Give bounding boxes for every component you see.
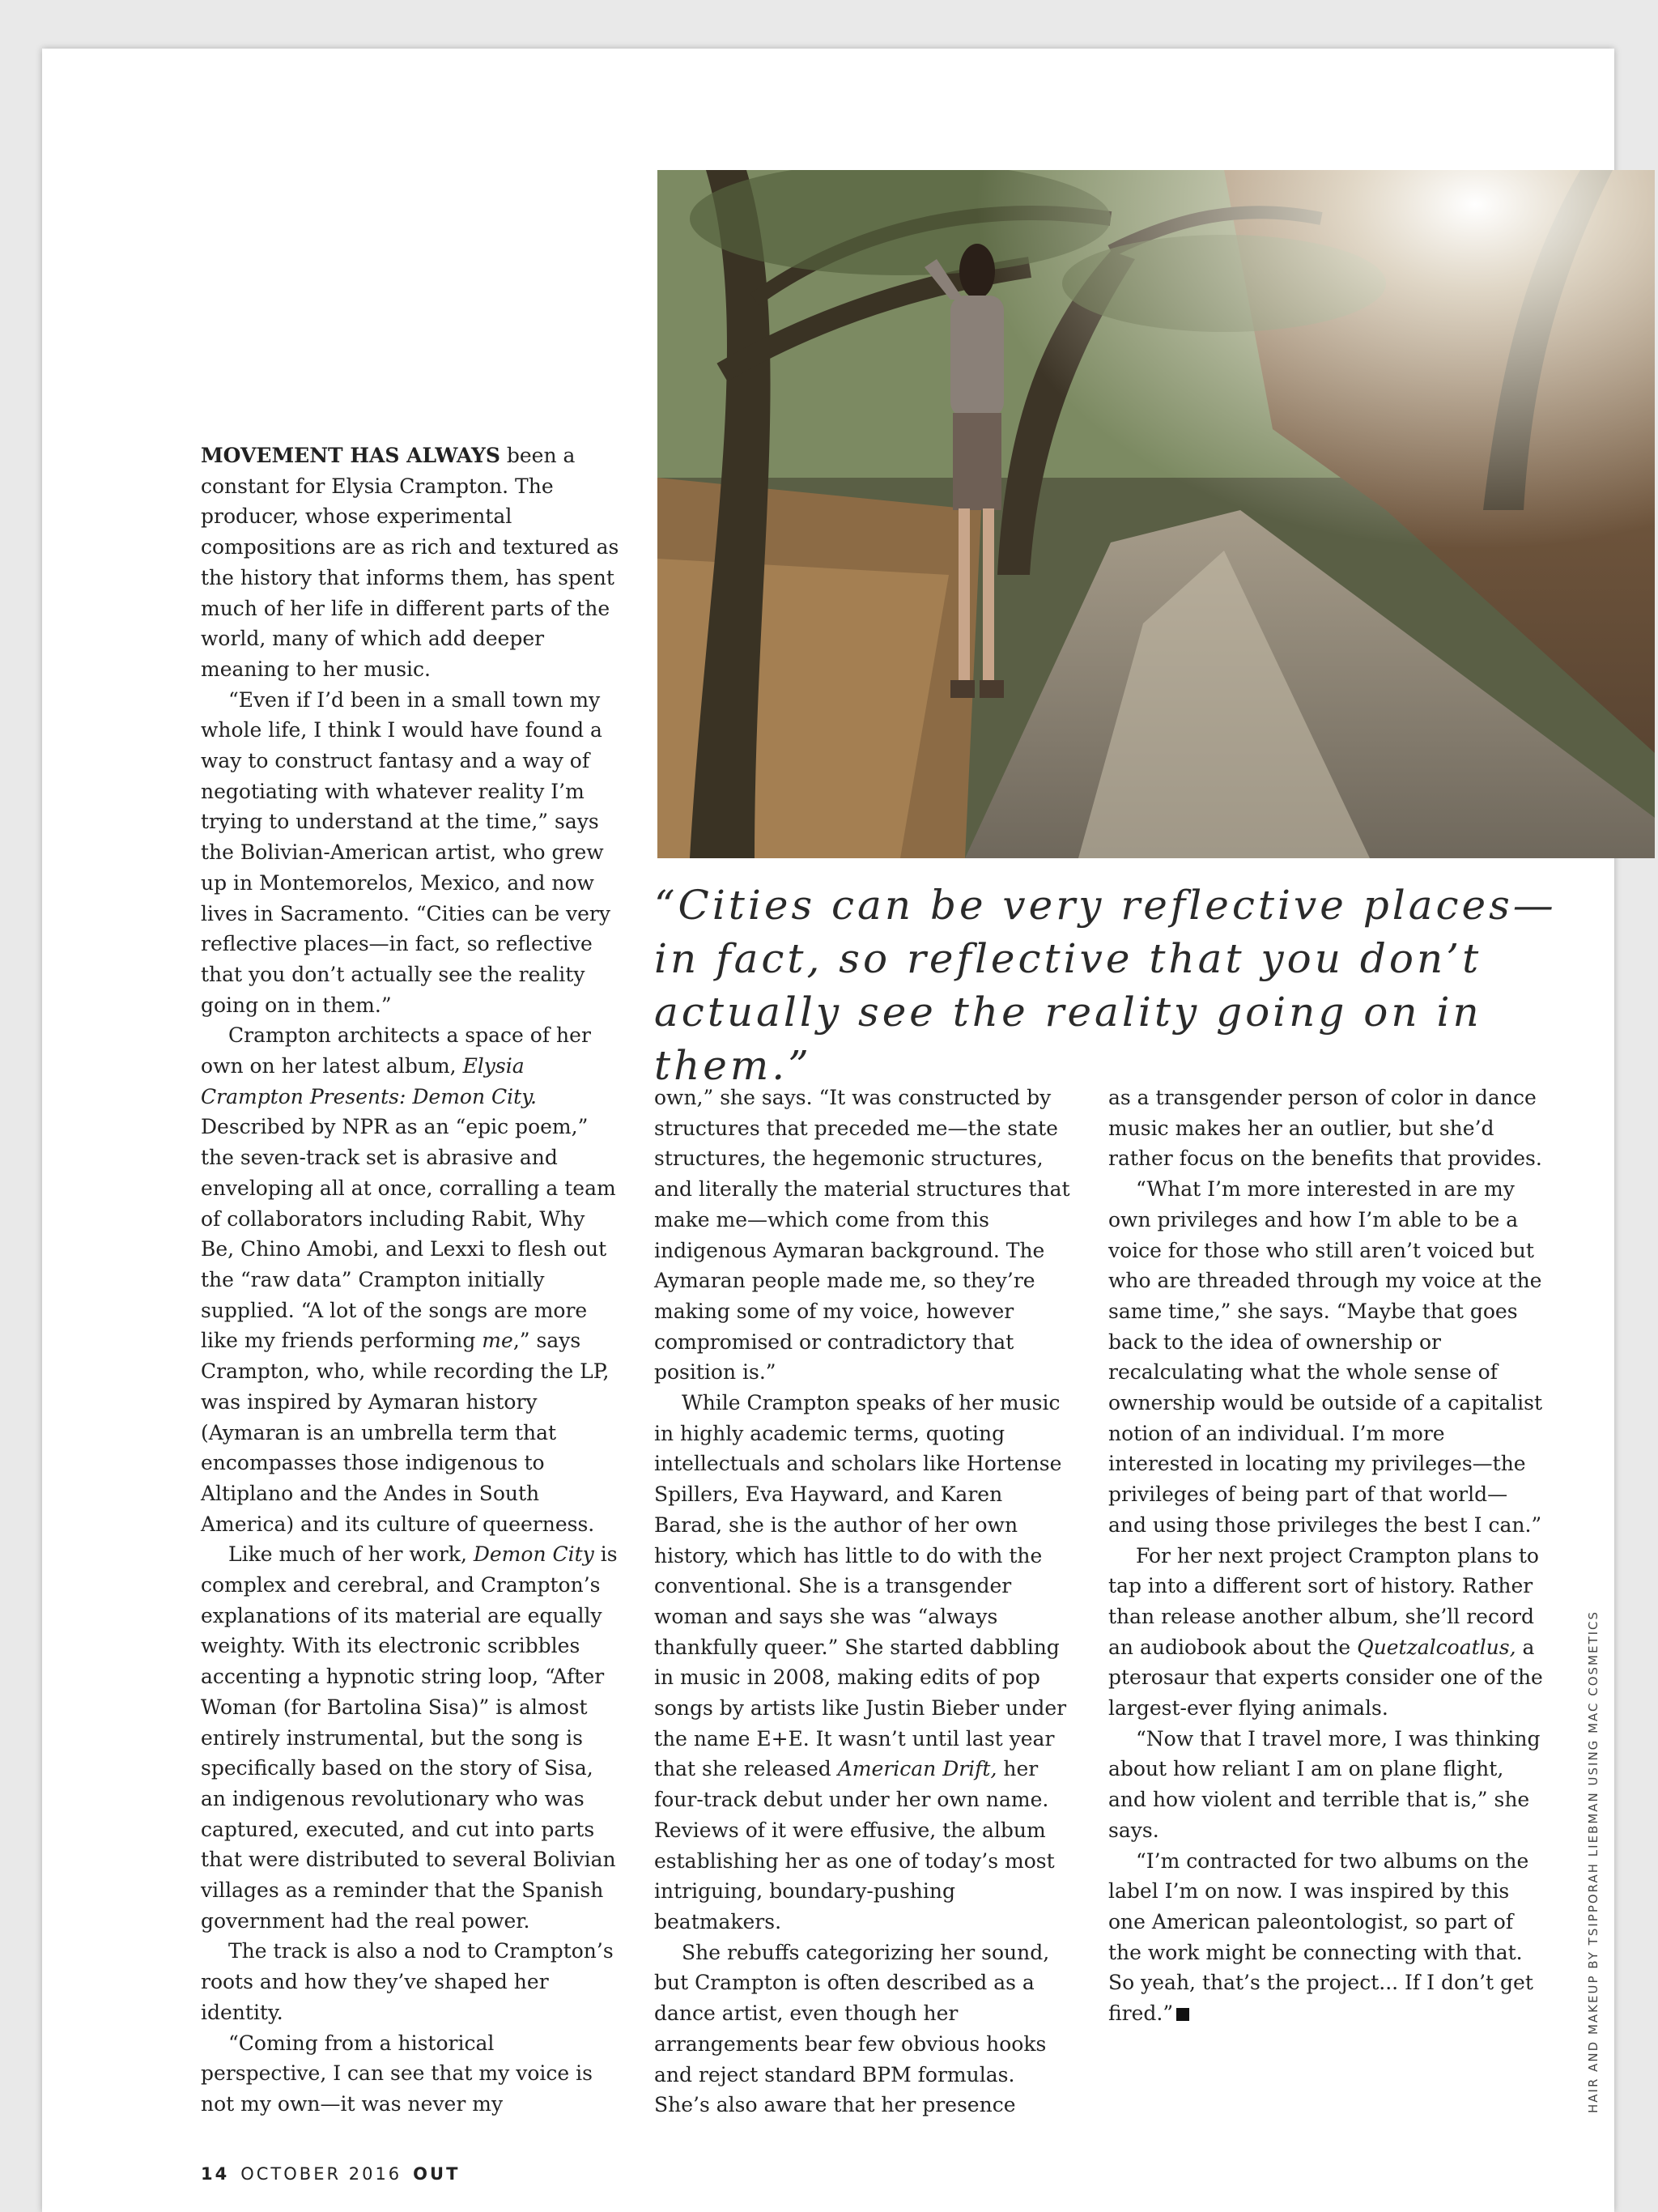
paragraph-text: is complex and cerebral, and Crampton’s explanations of its material are equally weighty. With its electronic scribbles accenting a hypnotic string loop, “After Woman (for Bartolina Sisa)” is almost entirely instrumental, but the song is specifically based on the story of Sisa, an indigenous revolutionary who was captured, executed, and cut into parts that were distributed to several Bolivian villages as a reminder that the Spanish government had the real power. xyxy=(201,1542,618,1933)
paragraph xyxy=(654,1388,1075,1938)
species-name: Quetzalcoatlus, xyxy=(1357,1635,1516,1659)
photo-credit: HAIR AND MAKEUP BY TSIPPORAH LIEBMAN USING MAC COSMETICS xyxy=(1586,1610,1601,2113)
paragraph: “Even if I’d been in a small town my whole life, I think I would have found a way to construct fantasy and a way of negotiating with whatever reality I’m trying to understand at the time,” says the Bolivian-American artist, who grew up in Montemorelos, Mexico, and now lives in Sacramento. “Cities can be very reflective places—in fact, so reflective that you don’t actually see the reality going on in them.” xyxy=(201,687,610,1017)
paragraph xyxy=(1108,1541,1545,1724)
album-title: Elysia Crampton Presents: Demon City. xyxy=(201,1054,537,1108)
lead-in: MOVEMENT HAS ALWAYS xyxy=(201,444,500,467)
paragraph: The track is also a nod to Crampton’s roots and how they’ve shaped her identity. xyxy=(201,1939,614,2024)
emphasis: me xyxy=(482,1329,513,1353)
end-mark-icon xyxy=(1176,2008,1189,2021)
paragraph-text: her four-track debut under her own name. Reviews of it were effusive, the album establishing her as one of today’s most intriguing, boundary-pushing beatmakers. xyxy=(654,1757,1055,1933)
paragraph xyxy=(201,1020,622,1539)
page-footer xyxy=(201,2164,460,2184)
magazine-page xyxy=(42,49,1614,2212)
album-title: American Drift, xyxy=(837,1757,997,1781)
paragraph-text: a pterosaur that experts consider one of the largest-ever flying animals. xyxy=(1108,1635,1543,1721)
paragraph: as a transgender person of color in dance music makes her an outlier, but she’d rather focus on the benefits that provides. xyxy=(1108,1086,1542,1171)
paragraph xyxy=(201,440,622,685)
paragraph-text: been a constant for Elysia Crampton. The producer, whose experimental compositions are as rich and textured as the history that informs them, has spent much of her life in different parts of the world, many of which add deeper meaning to her music. xyxy=(201,444,619,681)
paragraph: She rebuffs categorizing her sound, but Crampton is often described as a dance artist, even though her arrangements bear few obvious hooks and reject standard BPM formulas. She’s also aware that her presence xyxy=(654,1940,1050,2117)
paragraph-text: “I’m contracted for two albums on the label I’m on now. I was inspired by this one American paleontologist, so part of the work might be connecting with that. So yeah, that’s the project... If I don’t get fired.” xyxy=(1108,1848,1533,2026)
paragraph: “What I’m more interested in are my own privileges and how I’m able to be a voice for those who still aren’t voiced but who are threaded through my voice at the same time,” she says. “Maybe that goes back to the idea of ownership or recalculating what the whole sense of ownership would be outside of a capitalist notion of an individual. I’m more interested in locating my privileges—the privileges of being part of that world—and using those privileges the best I can.” xyxy=(1108,1177,1543,1537)
column-3 xyxy=(1108,1083,1545,2029)
paragraph: own,” she says. “It was constructed by structures that preceded me—the state structures, the hegemonic structures, and literally the material structures that make me—which come from this indigenous Aymaran background. The Aymaran people made me, so they’re making some of my voice, however compromised or contradictory that position is.” xyxy=(654,1086,1070,1385)
paragraph-text: ,” says Crampton, who, while recording the LP, was inspired by Aymaran history (Aymaran is an umbrella term that encompasses those indigenous to Altiplano and the Andes in South America) and its culture of queerness. xyxy=(201,1329,610,1536)
pull-quote: “Cities can be very reflective places—in fact, so reflective that you don’t actually see the reality going on in them.” xyxy=(654,882,1557,1089)
album-title: Demon City xyxy=(473,1542,594,1567)
page-number: 14 xyxy=(201,2164,230,2184)
paragraph xyxy=(1108,1846,1545,2029)
magazine-name: OUT xyxy=(413,2164,461,2184)
paragraph-text: Described by NPR as an “epic poem,” the seven-track set is abrasive and enveloping all at once, corralling a team of collaborators including Rabit, Why Be, Chino Amobi, and Lexxi to flesh out the “raw data” Crampton initially supplied. “A lot of the songs are more like my friends performing xyxy=(201,1115,616,1353)
photo-illustration xyxy=(657,170,1655,858)
column-2 xyxy=(654,1083,1075,2121)
paragraph-text: While Crampton speaks of her music in highly academic terms, quoting intellectuals and scholars like Hortense Spillers, Eva Hayward, and Karen Barad, she is the author of her own history, which has little to do with the conventional. She is a transgender woman and says she was “always thankfully queer.” She started dabbling in music in 2008, making edits of pop songs by artists like Justin Bieber under the name E+E. It wasn’t until last year that she released xyxy=(654,1391,1067,1781)
column-1 xyxy=(201,440,622,2120)
paragraph: “Coming from a historical perspective, I can see that my voice is not my own—it was never my xyxy=(201,2031,593,2116)
paragraph-text: For her next project Crampton plans to tap into a different sort of history. Rather than release another album, she’ll record an audiobook about the xyxy=(1108,1543,1539,1659)
article-photo xyxy=(657,170,1655,858)
paragraph-text: Crampton architects a space of her own on her latest album, xyxy=(201,1023,591,1078)
paragraph-text: Like much of her work, xyxy=(228,1542,474,1567)
paragraph xyxy=(201,1539,622,1936)
paragraph: “Now that I travel more, I was thinking about how reliant I am on plane flight, and how violent and terrible that is,” she says. xyxy=(1108,1726,1541,1842)
issue-date: OCTOBER 2016 xyxy=(240,2164,402,2184)
